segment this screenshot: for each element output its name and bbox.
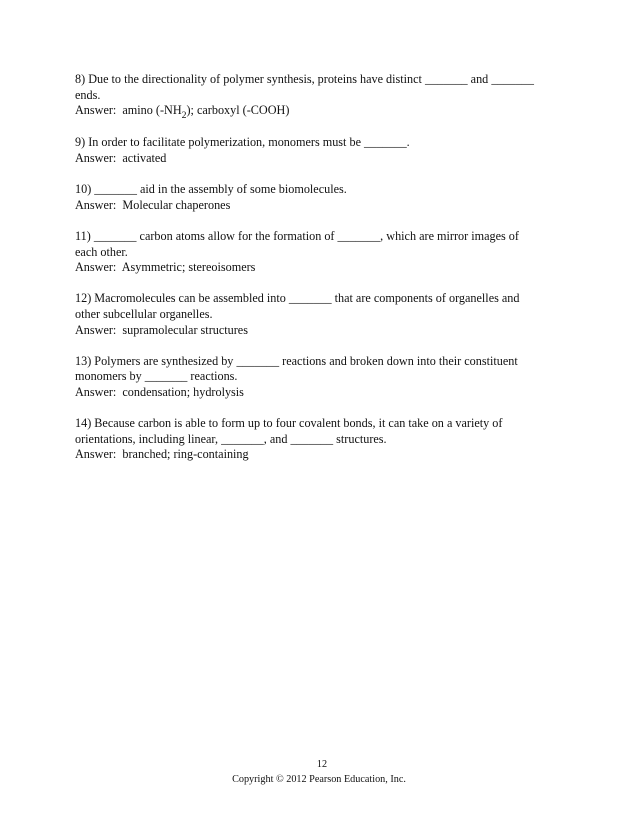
answer-line — [75, 103, 565, 120]
question-text: each other. — [75, 244, 128, 259]
answer-subscript: 2 — [181, 109, 187, 121]
answer-text: amino (-NH — [122, 103, 182, 118]
question-text: orientations, including linear, _______, and _______ structures. — [75, 431, 387, 446]
answer-text: Asymmetric; stereoisomers — [121, 260, 256, 275]
question-item-11 — [75, 229, 565, 276]
question-text: 8) Due to the directionality of polymer synthesis, proteins have distinct _______ and _______ — [75, 72, 534, 86]
question-text: 14) Because carbon is able to form up to four covalent bonds, it can take on a variety of — [75, 416, 503, 431]
question-text: 10) _______ aid in the assembly of some biomolecules. — [75, 182, 347, 197]
answer-text: activated — [122, 150, 167, 165]
question-item-9 — [75, 135, 565, 166]
answer-label: Answer: — [75, 197, 117, 212]
answer-label: Answer: — [75, 260, 117, 275]
answer-label: Answer: — [75, 150, 117, 165]
answer-line — [75, 260, 565, 276]
answer-text: Molecular chaperones — [122, 197, 231, 212]
answer-label: Answer: — [75, 447, 117, 462]
answer-line — [75, 198, 565, 214]
page-number: 12 — [316, 759, 328, 770]
answer-text: supramolecular structures — [122, 322, 248, 337]
question-text: 12) Macromolecules can be assembled into _______ that are components of organelles and — [75, 291, 520, 306]
answer-text: ); carboxyl (-COOH) — [186, 103, 290, 118]
answer-line — [75, 151, 565, 167]
question-item-12 — [75, 291, 565, 338]
question-item-13 — [75, 354, 565, 401]
question-item-14 — [75, 416, 565, 463]
answer-line — [75, 447, 565, 463]
answer-text: condensation; hydrolysis — [122, 384, 244, 399]
question-text: 11) _______ carbon atoms allow for the formation of _______, which are mirror images of — [75, 228, 519, 243]
answer-text: branched; ring-containing — [122, 447, 249, 462]
answer-label: Answer: — [75, 322, 117, 337]
question-item-10 — [75, 182, 565, 213]
question-text: 9) In order to facilitate polymerization, monomers must be _______. — [75, 135, 410, 150]
question-item-8 — [75, 72, 565, 120]
question-text: other subcellular organelles. — [75, 306, 213, 321]
question-text: 13) Polymers are synthesized by _______ reactions and broken down into their constituent — [75, 353, 518, 368]
answer-line — [75, 323, 565, 339]
question-text: monomers by _______ reactions. — [75, 369, 238, 384]
copyright-notice: Copyright © 2012 Pearson Education, Inc. — [232, 774, 406, 785]
question-text: ends. — [75, 87, 101, 102]
answer-label: Answer: — [75, 103, 117, 118]
answer-line — [75, 385, 565, 401]
answer-label: Answer: — [75, 384, 117, 399]
question-list — [75, 72, 565, 478]
